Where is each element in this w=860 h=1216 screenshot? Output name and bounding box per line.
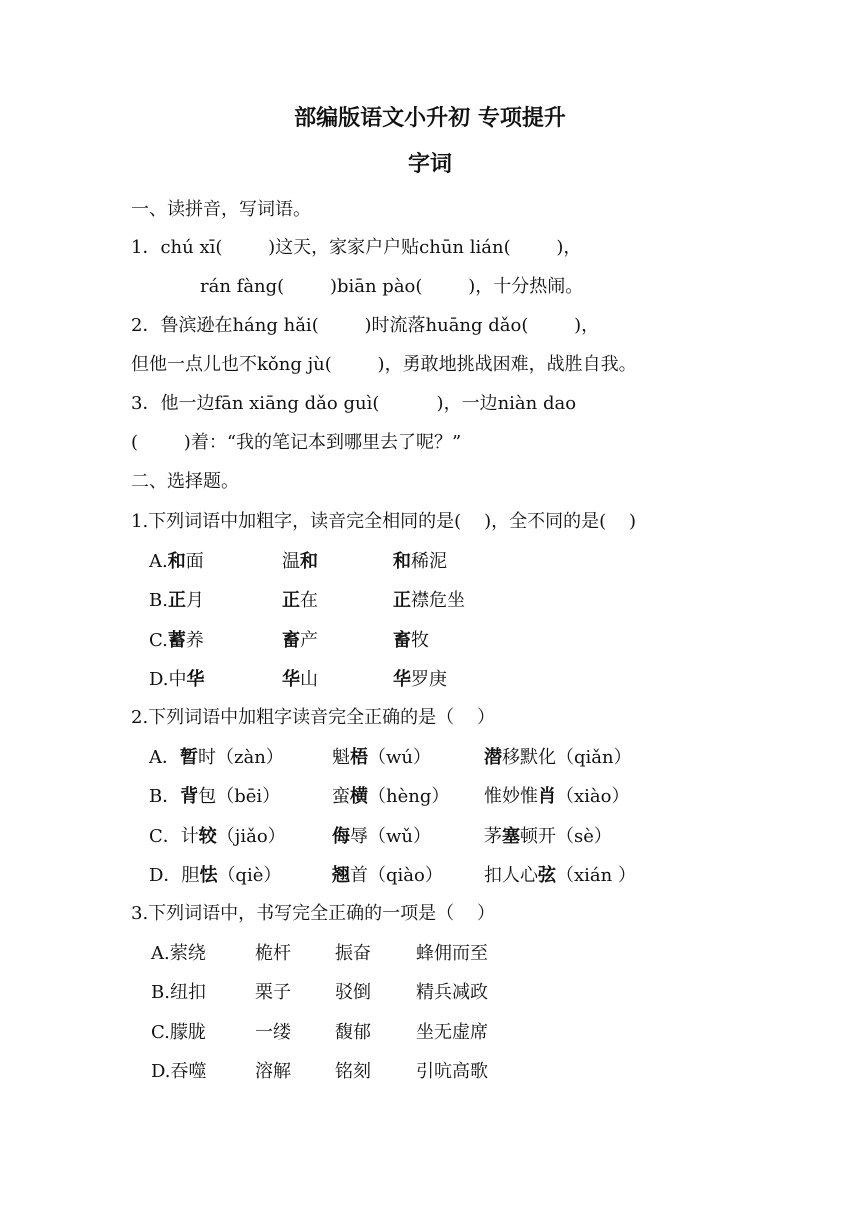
- page-title: 部编版语文小升初 专项提升: [294, 106, 566, 131]
- bold-char: 畜: [282, 629, 300, 651]
- option-cell: [393, 668, 447, 692]
- option-cell: [149, 550, 204, 574]
- option-cell: [393, 589, 465, 613]
- bold-char: 梧: [350, 747, 368, 768]
- bold-char: 肖: [538, 786, 556, 808]
- option-text: 牧: [411, 629, 429, 651]
- option-cell: A.萦绕: [151, 943, 206, 964]
- option-text: 月: [185, 590, 204, 612]
- option-text: 移默化（qiǎn）: [502, 747, 632, 768]
- option-cell: [393, 629, 429, 653]
- option-cell: [332, 746, 431, 770]
- option-text: 产: [300, 629, 318, 651]
- bold-char: 塞: [502, 825, 520, 847]
- bold-char: 正: [393, 590, 411, 612]
- pinyin-line-3: 2．鲁滨逊在háng hǎi( )时流落huāng dǎo( )，: [131, 315, 600, 336]
- option-cell: 一缕: [255, 1021, 291, 1043]
- bold-char: 横: [350, 786, 368, 808]
- option-cell: 坐无虚席: [416, 1021, 488, 1043]
- option-cell: [332, 825, 431, 849]
- option-text: 首（qiào）: [350, 864, 443, 886]
- bold-char: 背: [180, 786, 199, 808]
- option-cell: [332, 864, 443, 888]
- option-text: 罗庚: [411, 668, 447, 690]
- bold-char: 翘: [332, 864, 350, 886]
- option-text: 时（zàn）: [198, 747, 284, 768]
- option-text: 温: [282, 551, 300, 572]
- option-cell: [484, 864, 636, 888]
- option-text: （wú）: [368, 747, 431, 768]
- section1-heading: 一、读拼音，写词语。: [131, 199, 311, 220]
- bold-char: 怯: [199, 864, 218, 886]
- option-cell: 驳倒: [335, 982, 371, 1004]
- section2-heading: 二、选择题。: [131, 471, 239, 492]
- bold-char: 潜: [484, 747, 502, 768]
- option-cell: [149, 785, 280, 809]
- bold-char: 华: [186, 668, 205, 690]
- option-text: B．: [149, 786, 181, 808]
- option-text: （hèng）: [368, 786, 450, 808]
- option-text: （xián ）: [556, 864, 636, 886]
- option-text: 在: [300, 590, 318, 612]
- option-text: 扣人心: [484, 864, 538, 886]
- option-cell: B.纽扣: [151, 982, 206, 1004]
- option-cell: 桅杆: [255, 943, 291, 964]
- option-text: C.: [149, 629, 168, 651]
- option-cell: [282, 629, 318, 653]
- option-text: D．胆: [149, 864, 200, 886]
- bold-char: 华: [282, 668, 300, 690]
- option-text: 魁: [332, 747, 350, 768]
- option-cell: [484, 785, 629, 809]
- option-cell: [149, 864, 281, 888]
- bold-char: 弦: [538, 864, 556, 886]
- option-text: C．计: [149, 825, 199, 847]
- bold-char: 正: [282, 590, 300, 612]
- option-cell: 馥郁: [335, 1021, 371, 1043]
- option-text: A.: [149, 551, 168, 572]
- option-cell: [149, 668, 205, 692]
- bold-char: 畜: [393, 629, 411, 651]
- option-text: 茅: [484, 825, 502, 847]
- option-cell: [149, 629, 204, 653]
- option-cell: [332, 785, 449, 809]
- option-text: 惟妙惟: [484, 786, 538, 808]
- option-text: 包（bēi）: [198, 786, 281, 808]
- option-text: （xiào）: [556, 786, 630, 808]
- option-cell: 振奋: [335, 943, 371, 964]
- option-cell: [393, 550, 447, 574]
- option-text: 顿开（sè）: [520, 825, 612, 847]
- option-text: 山: [300, 668, 318, 690]
- option-text: 辱（wǔ）: [350, 825, 431, 847]
- pinyin-line-4: 但他一点儿也不kǒng jù( )，勇敢地挑战困难，战胜自我。: [131, 354, 637, 375]
- option-cell: 栗子: [255, 982, 291, 1004]
- q1-stem: 1.下列词语中加粗字，读音完全相同的是( )，全不同的是( ): [131, 511, 637, 532]
- bold-char: 和: [393, 551, 411, 572]
- option-text: 养: [185, 629, 204, 651]
- bold-char: 和: [167, 551, 186, 572]
- option-text: 襟危坐: [411, 590, 465, 612]
- option-cell: [149, 825, 286, 849]
- pinyin-line-6: ( )着：“我的笔记本到哪里去了呢？”: [131, 432, 462, 453]
- option-cell: [149, 589, 204, 613]
- option-cell: C.朦胧: [151, 1021, 206, 1043]
- option-text: （jiǎo）: [216, 825, 286, 847]
- option-text: 稀泥: [411, 551, 447, 572]
- pinyin-line-2: rán fàng( )biān pào( )，十分热闹。: [200, 276, 584, 297]
- q3-stem: 3.下列词语中，书写完全正确的一项是（ ）: [131, 903, 496, 924]
- q2-stem: 2.下列词语中加粗字读音完全正确的是（ ）: [131, 707, 496, 728]
- pinyin-line-5: 3．他一边fān xiāng dǎo guì( )，一边niàn dao: [131, 393, 577, 414]
- option-cell: [484, 746, 632, 770]
- option-cell: 引吭高歌: [416, 1060, 488, 1082]
- option-cell: 蜂佣而至: [416, 943, 488, 964]
- option-cell: D.吞噬: [151, 1060, 207, 1082]
- bold-char: 暂: [180, 747, 198, 768]
- option-cell: 溶解: [255, 1060, 291, 1082]
- bold-char: 正: [167, 590, 186, 612]
- option-text: （qiè）: [217, 864, 282, 886]
- option-text: B.: [149, 590, 168, 612]
- bold-char: 华: [393, 668, 411, 690]
- bold-char: 和: [300, 551, 318, 572]
- option-cell: [149, 746, 284, 770]
- option-text: D.中: [149, 668, 187, 690]
- page-subtitle: 字词: [407, 152, 452, 177]
- option-text: 面: [185, 551, 204, 572]
- bold-char: 侮: [332, 825, 350, 847]
- bold-char: 较: [198, 825, 217, 847]
- pinyin-line-1: 1．chú xī( )这天，家家户户贴chūn lián( )，: [131, 237, 582, 258]
- option-cell: 精兵减政: [416, 982, 488, 1004]
- option-text: A．: [149, 747, 180, 768]
- option-cell: [282, 668, 318, 692]
- option-cell: [484, 825, 612, 849]
- option-cell: 铭刻: [335, 1060, 371, 1082]
- option-text: 蛮: [332, 786, 350, 808]
- option-cell: [282, 550, 318, 574]
- option-cell: [282, 589, 318, 613]
- bold-char: 蓄: [167, 629, 186, 651]
